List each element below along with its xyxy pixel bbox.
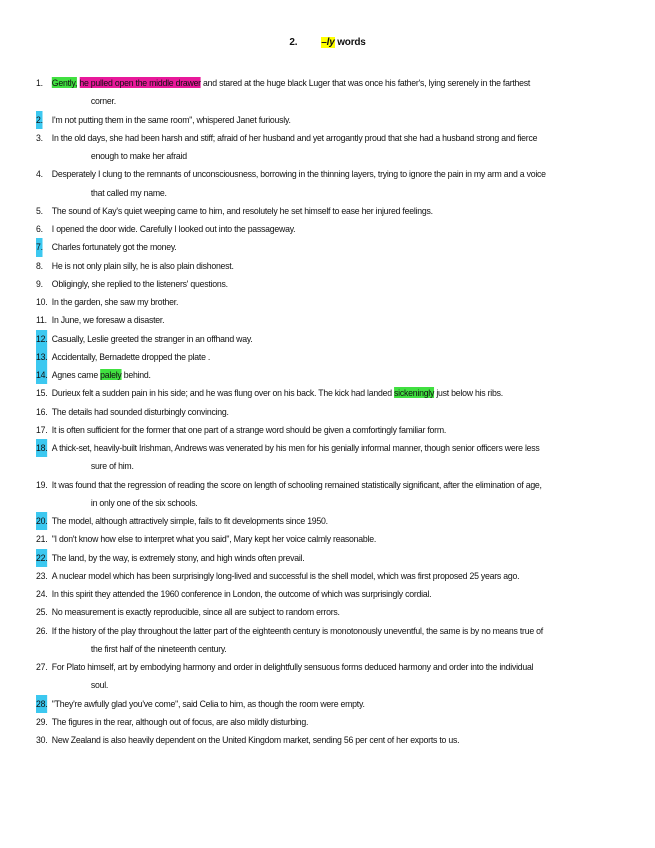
list-item [36, 512, 594, 530]
list-item [36, 275, 594, 293]
list-item [36, 220, 594, 238]
item-continuation: the first half of the nineteenth century. [90, 642, 227, 654]
item-number: 11. [36, 314, 47, 326]
item-text [52, 260, 234, 271]
list-item [36, 74, 594, 111]
item-text [52, 716, 308, 727]
item-text [52, 333, 253, 344]
item-text [52, 77, 530, 88]
text-segment: The sound of Kay's quiet weeping came to him, and resolutely he set himself to ease her injured feelings. [51, 204, 433, 216]
item-text [52, 424, 446, 435]
item-number: 4. [36, 168, 43, 180]
list-item [36, 403, 594, 421]
item-text [52, 533, 376, 544]
list-item [36, 111, 594, 129]
item-text [52, 661, 534, 672]
item-number: 6. [36, 223, 43, 234]
text-segment: It is often sufficient for the former that one part of a strange word should be given a comfortingly familiar form. [51, 423, 447, 435]
item-continuation: in only one of the six schools. [90, 496, 198, 508]
heading-words: words [334, 37, 366, 48]
list-item [36, 439, 594, 476]
text-segment: The figures in the rear, although out of focus, are also mildly disturbing. [51, 715, 309, 727]
highlighted-text: sickeningly [394, 387, 435, 399]
item-number: 22. [36, 549, 47, 567]
item-number: 15. [36, 387, 48, 399]
list-item [36, 257, 594, 275]
item-continuation: sure of him. [90, 460, 134, 472]
text-segment: and stared at the huge black Luger that was once his father's, lying serenely in the farthest [200, 77, 531, 88]
item-text [52, 314, 165, 325]
text-segment: "They're awfully glad you've come", said Celia to him, as though the room were empty. [51, 697, 365, 709]
list-item [36, 476, 594, 513]
sentence-list [36, 74, 594, 749]
item-text [52, 168, 546, 179]
item-number: 25. [36, 606, 48, 618]
item-number: 20. [36, 512, 47, 530]
text-segment: behind. [121, 369, 151, 380]
text-segment: I opened the door wide. Carefully I looked out into the passageway. [51, 223, 296, 234]
item-text [52, 570, 519, 581]
item-text [52, 588, 432, 599]
text-segment: No measurement is exactly reproducible, since all are subject to random errors. [51, 606, 340, 618]
heading-number: 2. [289, 37, 298, 48]
item-continuation: enough to make her afraid [90, 150, 187, 161]
text-segment: The land, by the way, is extremely stony, and high winds often prevail. [51, 551, 305, 563]
item-number: 28. [36, 695, 47, 713]
item-text [52, 442, 540, 453]
list-item [36, 348, 594, 366]
list-item [36, 384, 594, 402]
item-continuation: corner. [90, 95, 116, 107]
item-text [52, 625, 543, 636]
item-number: 3. [36, 131, 43, 143]
text-segment: New Zealand is also heavily dependent on the United Kingdom market, sending 56 per cent of her exports to us. [51, 734, 460, 745]
list-item [36, 366, 594, 384]
item-number: 2. [36, 111, 43, 129]
item-text [52, 223, 296, 234]
item-number: 5. [36, 204, 43, 216]
highlighted-text: he pulled open the middle drawer [79, 77, 201, 88]
page-heading [0, 37, 655, 48]
list-item [36, 238, 594, 256]
list-item [36, 713, 594, 731]
list-item [36, 421, 594, 439]
list-item [36, 202, 594, 220]
item-continuation: soul. [90, 679, 109, 691]
list-item [36, 129, 594, 166]
list-item [36, 311, 594, 329]
item-text [52, 606, 340, 617]
item-number: 8. [36, 259, 43, 271]
list-item [36, 731, 594, 749]
text-segment: For Plato himself, art by embodying harmony and order in delightfully sensuous forms deduced harmony and order into the individual [51, 661, 534, 672]
heading-ly-highlight [321, 37, 334, 48]
item-number: 24. [36, 588, 48, 599]
list-item [36, 330, 594, 348]
item-number: 17. [36, 423, 48, 435]
item-number: 9. [36, 277, 43, 289]
item-number: 21. [36, 533, 48, 545]
heading-ly: ly [326, 37, 335, 48]
item-number: 26. [36, 624, 48, 636]
item-number: 1. [36, 77, 43, 88]
text-segment: In June, we foresaw a disaster. [51, 314, 165, 326]
text-segment: I'm not putting them in the same room", whispered Janet furiously. [51, 113, 291, 125]
text-segment: The model, although attractively simple, fails to fit developments since 1950. [51, 515, 328, 526]
item-number: 10. [36, 296, 48, 307]
item-number: 18. [36, 439, 47, 457]
text-segment: The details had sounded disturbingly convincing. [51, 405, 229, 417]
item-number: 30. [36, 734, 48, 745]
item-number: 7. [36, 238, 43, 256]
list-item [36, 603, 594, 621]
text-segment: "I don't know how else to interpret what you said", Mary kept her voice calmly reasonable. [51, 533, 377, 545]
item-text [52, 387, 503, 398]
item-text [52, 278, 228, 289]
item-text [52, 351, 210, 362]
text-segment: A thick-set, heavily-built Irishman, Andrews was venerated by his men for his genially informal manner, though senior officers were less [51, 442, 540, 453]
item-number: 29. [36, 715, 48, 727]
item-text [52, 479, 542, 490]
item-text [52, 241, 177, 252]
item-number: 12. [36, 330, 47, 348]
text-segment: A nuclear model which has been surprisingly long-lived and successful is the shell model, which was first proposed 25 years ago. [51, 569, 520, 581]
list-item [36, 549, 594, 567]
item-number: 16. [36, 405, 48, 417]
list-item [36, 695, 594, 713]
item-number: 23. [36, 569, 48, 581]
item-text [52, 698, 365, 709]
text-segment: Obligingly, she replied to the listeners' questions. [51, 277, 228, 289]
item-text [52, 296, 178, 307]
text-segment: Durieux felt a sudden pain in his side; and he was flung over on his back. The kick had landed [51, 387, 395, 399]
item-text [52, 205, 433, 216]
text-segment: Accidentally, Bernadette dropped the plate . [51, 350, 211, 362]
list-item [36, 622, 594, 659]
item-text [52, 552, 305, 563]
text-segment: just below his ribs. [434, 387, 503, 399]
text-segment: If the history of the play throughout the latter part of the eighteenth century is monotonously uneventful, the same is by no means true of [51, 624, 543, 636]
item-text [52, 369, 151, 380]
text-segment: In the garden, she saw my brother. [51, 296, 179, 307]
list-item [36, 567, 594, 585]
list-item [36, 293, 594, 311]
text-segment: Agnes came [51, 369, 101, 380]
list-item [36, 530, 594, 548]
highlighted-text: palely [100, 369, 122, 380]
text-segment: In the old days, she had been harsh and stiff; afraid of her husband and yet arrogantly proud that she had a husband strong and fierce [51, 131, 538, 143]
item-continuation: that called my name. [90, 186, 167, 198]
text-segment: In this spirit they attended the 1960 conference in London, the outcome of which was surprisingly cordial. [51, 588, 432, 599]
text-segment: Casually, Leslie greeted the stranger in an offhand way. [51, 332, 253, 344]
item-text [52, 406, 229, 417]
heading-dash: – [321, 37, 327, 48]
item-number: 14. [36, 366, 47, 384]
text-segment: Charles fortunately got the money. [51, 241, 177, 253]
highlighted-text: Gently, [51, 77, 78, 88]
item-text [52, 114, 291, 125]
item-text [52, 132, 537, 143]
text-segment: Desperately I clung to the remnants of unconsciousness, borrowing in the thinning layers, trying to ignore the pain in my arm and a voice [51, 168, 546, 180]
text-segment: He is not only plain silly, he is also plain dishonest. [51, 259, 234, 271]
item-text [52, 515, 328, 526]
list-item [36, 165, 594, 202]
item-number: 19. [36, 478, 48, 490]
text-segment: It was found that the regression of reading the score on length of schooling remained statistically significant, after the elimination of age, [51, 478, 542, 490]
list-item [36, 585, 594, 603]
item-number: 27. [36, 661, 48, 672]
list-item [36, 658, 594, 695]
item-number: 13. [36, 348, 47, 366]
item-text [52, 734, 459, 745]
